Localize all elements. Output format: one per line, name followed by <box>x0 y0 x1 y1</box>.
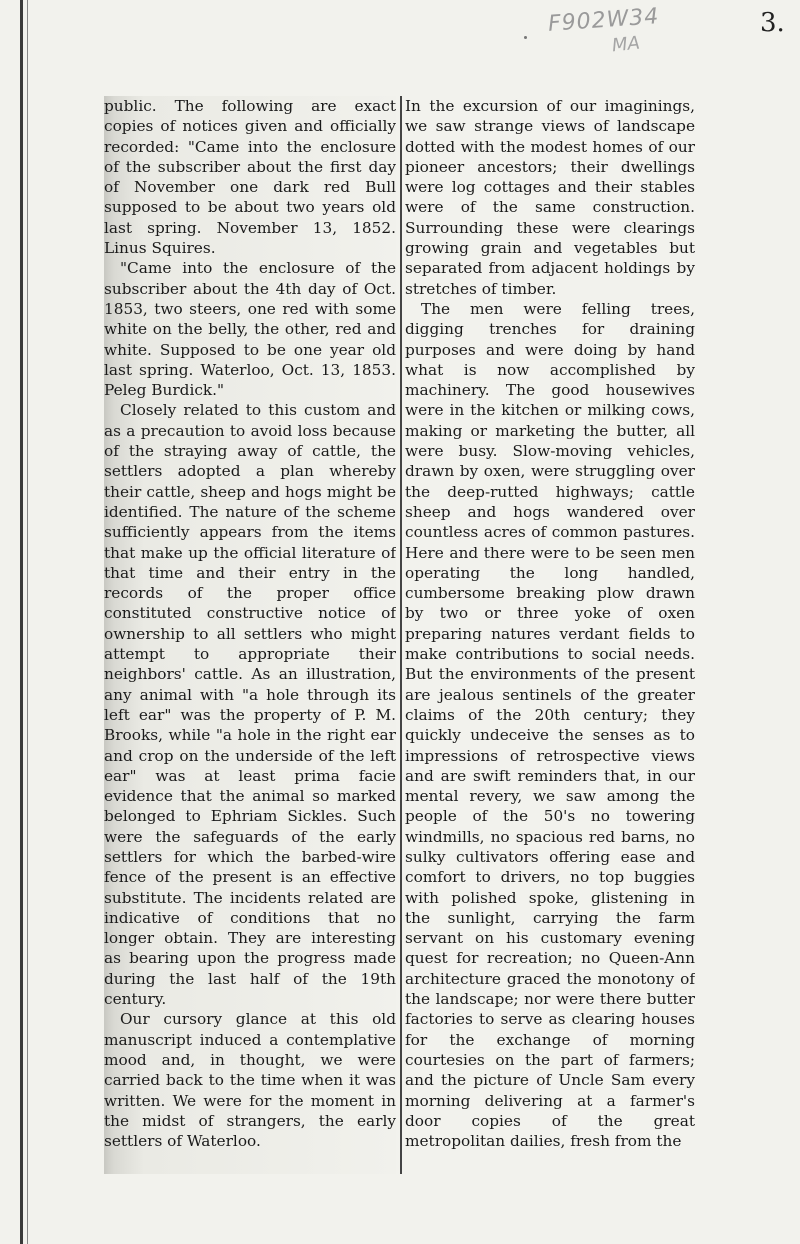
binding-edge-rule <box>20 0 23 1244</box>
left-paragraph-4: Our cursory glance at this old manuscript induced a contemplative mood and, in thought, we were carried back to the time when it was written. We were for the moment in the midst of strangers, the early settlers of Waterloo. <box>104 1010 396 1151</box>
right-column <box>405 96 695 1174</box>
left-paragraph-3: Closely related to this custom and as a precaution to avoid loss because of the straying away of cattle, the settlers adopted a plan whereby their cattle, sheep and hogs might be identified. The nature of the scheme sufficiently appears from the items that make up the official literature of that time and their entry in the records of the proper office constituted constructive notice of ownership to all settlers who might attempt to appropriate their neighbors' cattle. As an illustration, any animal with "a hole through its left ear" was the property of P. M. Brooks, while "a hole in the right ear and crop on the underside of the left ear" was at least prima facie evidence that the animal so marked belonged to Ephriam Sickles. Such were the safeguards of the early settlers for which the barbed-wire fence of the present is an effective substitute. The incidents related are indicative of conditions that no longer obtain. They are interesting as bearing upon the progress made during the last half of the 19th century. <box>104 401 396 1009</box>
column-divider <box>400 96 402 1174</box>
page-number: 3. <box>760 8 785 38</box>
handwritten-catalog-mark: F902W34 <box>547 4 661 37</box>
newspaper-clipping <box>104 96 698 1174</box>
ink-dot <box>524 36 527 39</box>
right-paragraph-1: In the excursion of our imaginings, we saw strange views of landscape dotted with the modest homes of our pioneer ancestors; their dwellings were log cottages and their stables were of the same construction. Surrounding these were clearings growing grain and vegetables but separated from adjacent holdings by stretches of timber. <box>405 97 695 298</box>
handwritten-catalog-submark: MA <box>610 32 641 57</box>
binding-edge-inner-rule <box>27 0 28 1244</box>
left-paragraph-2: "Came into the enclosure of the subscriber about the 4th day of Oct. 1853, two steers, one red with some white on the belly, the other, red and white. Supposed to be one year old last spring. Waterloo, Oct. 13, 1853. Peleg Burdick." <box>104 259 396 400</box>
left-column <box>104 96 396 1174</box>
left-paragraph-1: public. The following are exact copies of notices given and officially recorded: "Came into the enclosure of the subscriber about the first day of November one dark red Bull supposed to be about two years old last spring. November 13, 1852. Linus Squires. <box>104 97 396 258</box>
right-paragraph-2: The men were felling trees, digging trenches for draining purposes and were doing by hand what is now accomplished by machinery. The good housewives were in the kitchen or milking cows, making or marketing the butter, all were busy. Slow-moving vehicles, drawn by oxen, were struggling over the deep-rutted highways; cattle sheep and hogs wandered over countless acres of common pastures. Here and there were to be seen men operating the long handled, cumbersome breaking plow drawn by two or three yoke of oxen preparing natures verdant fields to make contributions to social needs. But the environments of the present are jealous sentinels of the greater claims of the 20th century; they quickly undeceive the senses as to impressions of retrospective views and are swift reminders that, in our mental revery, we saw among the people of the 50's no towering windmills, no spacious red barns, no sulky cultivators offering ease and comfort to drivers, no top buggies with polished spoke, glistening in the sunlight, carrying the farm servant on his customary evening quest for recreation; no Queen-Ann architecture graced the monotony of the landscape; nor were there butter factories to serve as clearing houses for the exchange of morning courtesies on the part of farmers; and the picture of Uncle Sam every morning delivering at a farmer's door copies of the great metropolitan dailies, fresh from the <box>405 299 695 1151</box>
